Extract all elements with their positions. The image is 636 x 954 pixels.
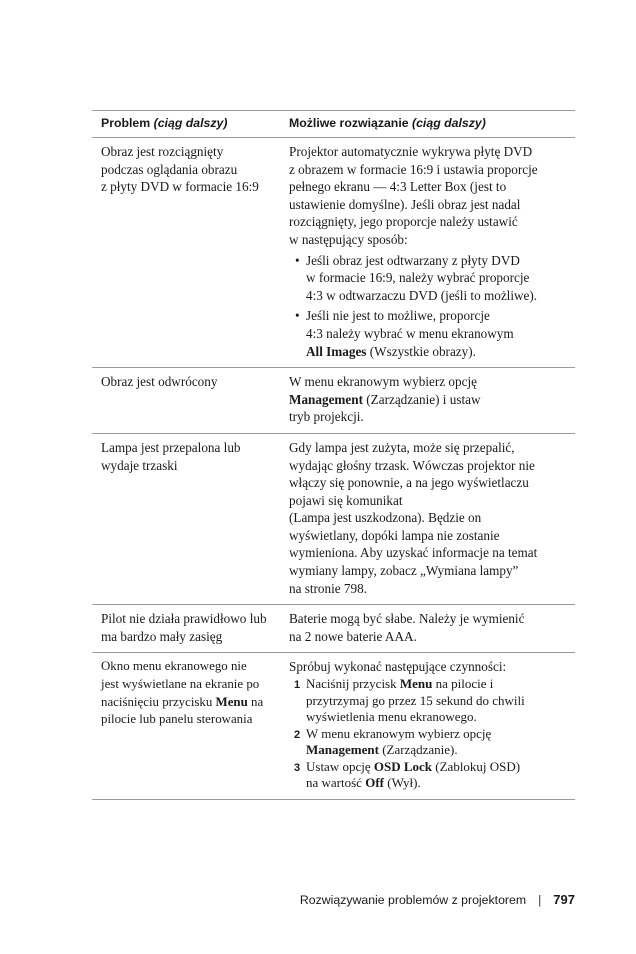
table-row [92, 605, 575, 653]
text-line: wyświetlenia menu ekranowego. [306, 709, 477, 725]
text-line: W menu ekranowym wybierz opcję [289, 374, 477, 390]
header-solution-cont: (ciąg dalszy) [412, 116, 486, 130]
problem-cell [92, 605, 285, 652]
text-line: na 2 nowe baterie AAA. [289, 628, 417, 644]
text-line [101, 694, 281, 712]
header-solution-label: Możliwe rozwiązanie [289, 116, 409, 130]
bold-term: Off [365, 775, 384, 791]
header-problem-label: Problem [101, 116, 151, 130]
problem-cell [92, 138, 285, 367]
text-line: ma bardzo mały zasięg [101, 628, 223, 644]
table-header [92, 110, 575, 138]
text-line [306, 676, 569, 693]
table-row [92, 434, 575, 605]
problem-cell [92, 653, 285, 798]
text-line: wymiany lampy, zobacz „Wymiana lampy” [289, 563, 519, 579]
text-run: na wartość [306, 775, 366, 791]
text-line: przytrzymaj go przez 15 sekund do chwili [306, 692, 525, 708]
text-line: wymieniona. Aby uzyskać informacje na temat [289, 545, 538, 561]
bold-term: Menu [399, 676, 433, 692]
text-line: Jeśli obraz jest odtwarzany z płyty DVD [306, 252, 520, 268]
text-line: Projektor automatycznie wykrywa płytę DVD [289, 144, 533, 159]
text-line: rozciągnięty, jego proporcje należy ustawić [289, 214, 518, 230]
text-line: z płyty DVD w formacie 16:9 [101, 179, 259, 195]
step-item [289, 676, 569, 726]
text-line: Obraz jest rozciągnięty [101, 144, 224, 159]
text-line: Gdy lampa jest zużyta, może się przepalić, [289, 439, 515, 455]
bullet-icon: • [295, 308, 300, 324]
text-line: Spróbuj wykonać następujące czynności: [289, 659, 507, 675]
problem-cell [92, 434, 285, 604]
solution-cell [285, 653, 575, 798]
problem-cell [92, 368, 285, 433]
text-line: jest wyświetlane na ekranie po [101, 677, 260, 692]
solution-cell [285, 605, 575, 652]
text-line: na stronie 798. [289, 580, 368, 596]
text-line [306, 343, 569, 361]
bold-term: All Images [306, 343, 367, 359]
troubleshooting-table [92, 110, 575, 800]
text-run: (Wszystkie obrazy). [366, 343, 476, 359]
header-problem-cont: (ciąg dalszy) [153, 116, 228, 130]
footer-title: Rozwiązywanie problemów z projektorem [299, 893, 527, 907]
page-footer [0, 892, 575, 907]
step-number: 3 [294, 761, 301, 774]
text-line [306, 759, 569, 776]
step-item [289, 759, 569, 792]
text-line: 4:3 w odtwarzaczu DVD (jeśli to możliwe). [306, 287, 538, 303]
bold-term: Menu [215, 694, 248, 709]
solution-cell [285, 138, 575, 367]
bold-term: Management [289, 391, 363, 407]
bold-term: Management [306, 742, 379, 758]
text-line: wydaje trzaski [101, 457, 178, 473]
text-line [289, 391, 569, 409]
header-solution [285, 111, 575, 137]
table-row [92, 138, 575, 368]
step-item [289, 726, 569, 759]
text-line: podczas oglądania obrazu [101, 161, 238, 177]
text-line: z obrazem w formacie 16:9 i ustawia proporcje [289, 161, 538, 177]
bold-term: OSD Lock [373, 758, 433, 774]
text-line: Jeśli nie jest to możliwe, proporcje [306, 308, 490, 324]
text-run: (Wył). [383, 775, 421, 791]
text-run: Ustaw opcję [306, 758, 374, 774]
table-row [92, 368, 575, 434]
solution-cell [285, 434, 575, 604]
header-problem [92, 111, 285, 137]
text-line: ustawienie domyślne). Jeśli obraz jest nadal [289, 196, 521, 212]
text-run: na [247, 694, 264, 709]
step-number: 1 [294, 679, 301, 692]
text-line: pojawi się komunikat [289, 492, 403, 508]
page-number: 797 [553, 892, 575, 907]
text-line: Lampa jest przepalona lub [101, 439, 241, 455]
text-line: pilocie lub panelu sterowania [101, 712, 253, 727]
text-line: włączy się ponownie, a na jego wyświetlaczu [289, 475, 529, 491]
solution-cell [285, 368, 575, 433]
text-line: wyświetlany, dopóki lampa nie zostanie [289, 527, 500, 543]
text-line: wydając głośny trzask. Wówczas projektor nie [289, 457, 535, 473]
text-line: w formacie 16:9, należy wybrać proporcje [306, 270, 530, 286]
text-line: (Lampa jest uszkodzona). Będzie on [289, 510, 482, 526]
footer-separator: | [538, 893, 542, 907]
text-run: Naciśnij przycisk [306, 676, 400, 692]
text-line: Okno menu ekranowego nie [101, 659, 247, 674]
text-run: naciśnięciu przycisku [101, 694, 216, 709]
text-line: w następujący sposób: [289, 231, 408, 247]
text-run: na pilocie i [432, 676, 494, 692]
text-run: (Zablokuj OSD) [432, 758, 521, 774]
table-row [92, 653, 575, 799]
text-line [306, 742, 569, 759]
text-line: Baterie mogą być słabe. Należy je wymienić [289, 611, 525, 627]
bullet-icon: • [295, 252, 300, 268]
text-line: Pilot nie działa prawidłowo lub [101, 611, 267, 627]
text-run: (Zarządzanie) i ustaw [362, 391, 481, 407]
text-line: 4:3 należy wybrać w menu ekranowym [306, 325, 514, 341]
text-run: (Zarządzanie). [378, 742, 458, 758]
step-number: 2 [294, 728, 301, 741]
text-line: Obraz jest odwrócony [101, 374, 218, 390]
text-line: W menu ekranowym wybierz opcję [306, 725, 492, 741]
bullet-item [289, 307, 569, 360]
text-line: tryb projekcji. [289, 409, 364, 425]
text-line: pełnego ekranu — 4:3 Letter Box (jest to [289, 179, 507, 195]
text-line [306, 775, 569, 792]
bullet-item [289, 252, 569, 305]
